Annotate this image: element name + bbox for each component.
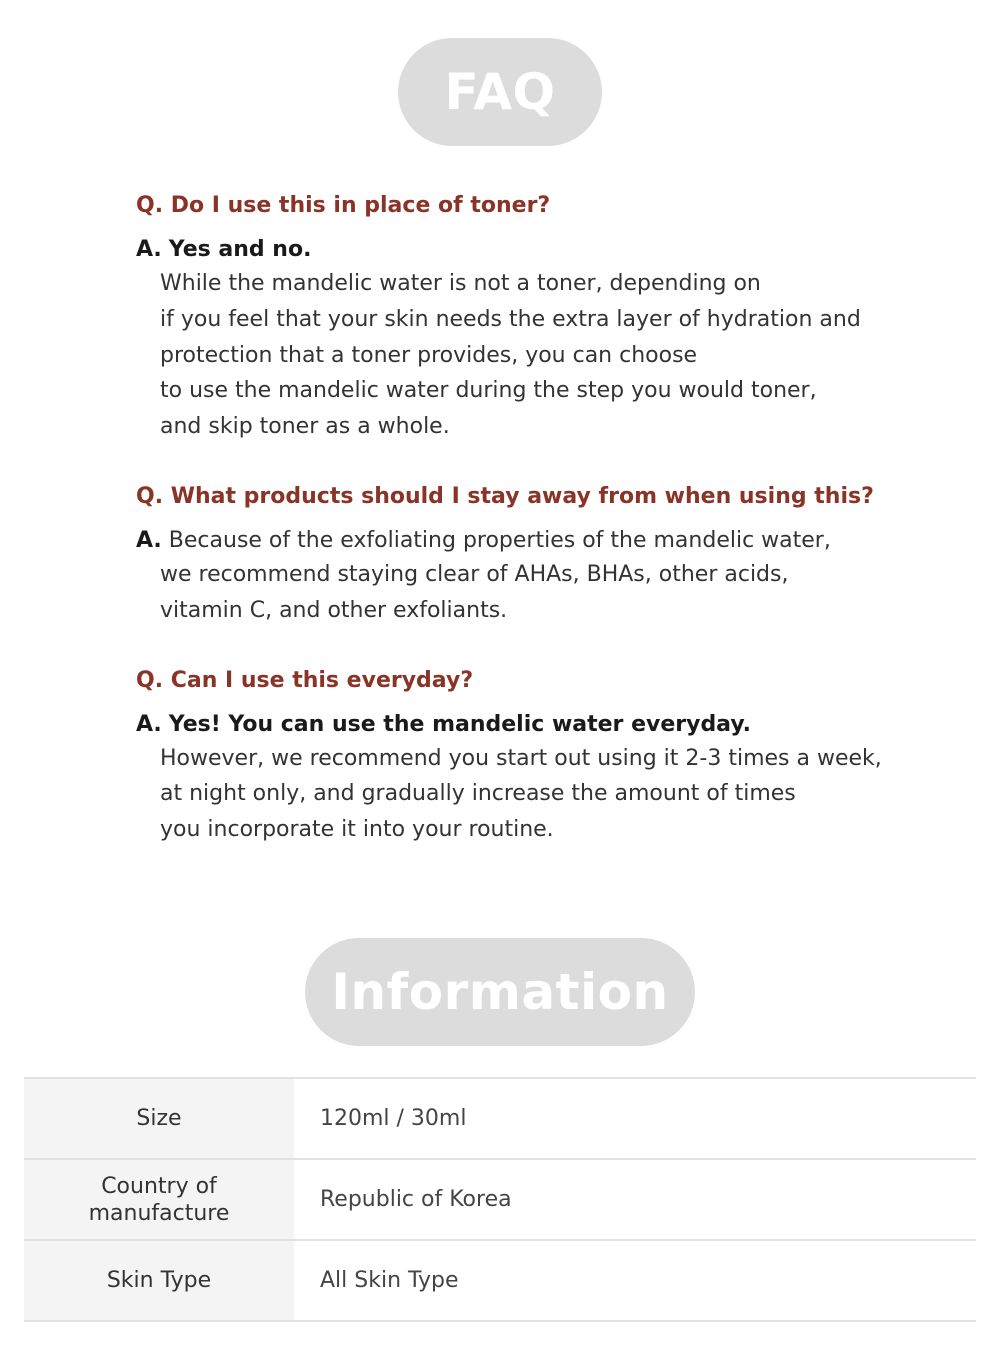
answer-line: we recommend staying clear of AHAs, BHAs, other acids, [160,561,789,587]
info-label-skin-type: Skin Type [24,1240,294,1321]
faq-question: Q. Can I use this everyday? [136,667,474,693]
faq-item [136,190,936,445]
answer-prefix: A. [136,527,162,553]
info-value-size: 120ml / 30ml [320,1106,467,1131]
info-label-country: Country of manufacture [24,1159,294,1240]
answer-line: if you feel that your skin needs the extra layer of hydration and [160,306,861,332]
faq-question: Q. What products should I stay away from when using this? [136,483,874,509]
faq-item [136,665,936,848]
answer-line: and skip toner as a whole. [160,414,450,440]
answer-line: vitamin C, and other exfoliants. [160,597,508,623]
answer-bold-text: Yes! You can use the mandelic water everyday. [168,711,752,737]
info-value-skin-type: All Skin Type [320,1268,459,1293]
info-value-country: Republic of Korea [320,1187,512,1212]
answer-line: protection that a toner provides, you can choose [160,342,698,368]
faq-item [136,481,936,629]
answer-bold-text: Yes and no. [168,237,312,262]
faq-answer-head [136,525,936,557]
info-label-size: Size [24,1078,294,1159]
answer-line: However, we recommend you start out using it 2-3 times a week, [160,745,882,771]
answer-prefix: A. [136,237,162,262]
answer-plain-text: Because of the exfoliating properties of the mandelic water, [168,527,831,553]
answer-line: at night only, and gradually increase the amount of times [160,781,796,807]
faq-answer-head [136,709,936,741]
faq-answer-body [136,557,936,629]
answer-line: While the mandelic water is not a toner, depending on [160,271,761,296]
table-row [24,1159,976,1240]
answer-prefix: A. [136,711,162,737]
table-row [24,1078,976,1159]
table-row [24,1240,976,1321]
faq-answer-body [136,266,936,445]
product-info-table [24,1077,976,1322]
faq-answer-body [136,741,936,848]
faq-question: Q. Do I use this in place of toner? [136,193,551,218]
answer-line: to use the mandelic water during the step you would toner, [160,378,817,404]
faq-heading-badge: FAQ [398,38,602,146]
answer-line: you incorporate it into your routine. [160,817,554,843]
faq-answer-head [136,234,936,266]
information-heading-badge: Information [305,938,695,1046]
faq-list [136,190,936,848]
